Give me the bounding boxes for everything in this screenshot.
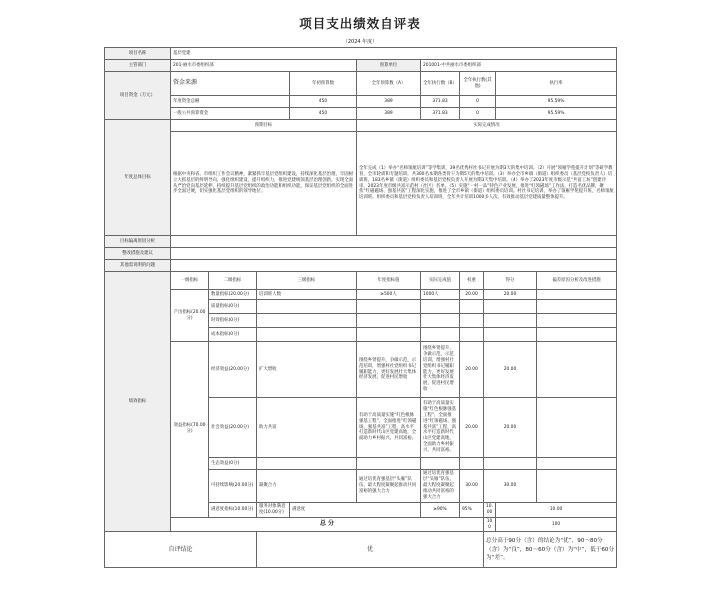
- label-annual-budget: 年初预算数: [290, 72, 357, 96]
- label-score: 得分: [484, 272, 537, 290]
- funds-other: 0: [460, 108, 496, 120]
- reason-cell: [537, 470, 617, 503]
- label-project-name: 项目名称: [105, 48, 171, 60]
- label-other-exec: 全年执行数(其他): [460, 72, 496, 96]
- label-level3: 三级指标: [257, 272, 357, 290]
- total-weight: 100: [484, 517, 496, 532]
- l1-effect: 效益指标(70.00分): [171, 342, 209, 518]
- label-total: 总 分: [171, 517, 484, 532]
- score-cell: 20.00: [484, 342, 537, 398]
- l2-cell: 时效指标(0分): [209, 314, 257, 328]
- label-dept: 主管部门: [105, 60, 171, 72]
- funds-full: 389: [357, 108, 421, 120]
- target-cell: ≥90%: [421, 502, 460, 517]
- l2-cell: 数量指标(20.00分): [209, 290, 257, 300]
- label-reason: 偏差原因分析及改进措施: [537, 272, 617, 290]
- score-cell: 30.00: [484, 470, 537, 503]
- l3-cell: 培训班人数: [257, 290, 357, 300]
- impl-unit-value: 201001-中共丽水市委组织部: [421, 60, 617, 72]
- label-funds: 项目资金（万元）: [105, 72, 171, 120]
- funds-exec: 371.83: [421, 96, 460, 108]
- label-impl-unit: 预算单位: [357, 60, 421, 72]
- label-goal-section: 年度总体目标: [105, 120, 171, 236]
- weight-cell: 20.00: [460, 342, 484, 398]
- label-weight: 权重: [460, 272, 484, 290]
- weight-cell: 30.00: [460, 470, 484, 503]
- reason-cell: [537, 290, 617, 300]
- weight-cell: 10.00: [484, 502, 496, 517]
- label-expected: 预期目标: [171, 120, 357, 132]
- actual-cell: 通过培优育强基层“头雁”队伍，最大程度凝聚起推动共同富裕的强大合力: [421, 470, 460, 503]
- l3-cell: 凝聚合力: [257, 470, 357, 503]
- score-cell: 10.00: [496, 502, 617, 517]
- label-other: 其他需说明的问题: [105, 260, 171, 272]
- conclusion-value: 优: [257, 532, 484, 568]
- funds-source: 一般公共预算资金: [171, 108, 290, 120]
- l3-cell: 扩大增收: [257, 342, 357, 398]
- funds-row: [105, 96, 617, 108]
- l3-cell: 满意度: [290, 502, 421, 517]
- label-full-budget: 全年预算数（A）: [357, 72, 421, 96]
- rectify-value: [171, 248, 617, 260]
- reason-cell: [537, 398, 617, 458]
- target-cell: ≥500人: [357, 290, 421, 300]
- actual-cell: 围绕乡贤提升，争做示范，示范培训，增强村社党组织书记履职能力，更好发展壮大集体经济发展，促进村民增收: [421, 342, 460, 398]
- funds-source: 年度资金总额: [171, 96, 290, 108]
- label-level2: 二级指标: [209, 272, 257, 290]
- l2-cell: 成本指标(0分): [209, 328, 257, 342]
- label-actual: 实际完成情况: [357, 120, 617, 132]
- report-year: （2024 年度）: [342, 39, 378, 45]
- self-evaluation-table: [104, 47, 617, 568]
- target-cell: 通过培优育强基层“头雁”队伍，最大程度凝聚起推动共同富裕的强大合力: [357, 470, 421, 503]
- dept-value: 201-丽水市委组织部: [171, 60, 357, 72]
- label-source: 资金来源: [171, 72, 290, 96]
- l2-cell: 社会效益(20.00分): [209, 398, 257, 458]
- funds-row: [105, 108, 617, 120]
- l2-cell: 可持续影响(20.00分): [209, 470, 257, 503]
- table-row: [105, 290, 617, 300]
- funds-rate: 95.59%: [496, 108, 617, 120]
- label-full-exec: 全年执行数（B）: [421, 72, 460, 96]
- label-deviation: 目标偏离原因分析: [105, 236, 171, 248]
- actual-cell: 95%: [460, 502, 484, 517]
- funds-annual: 450: [290, 96, 357, 108]
- expected-text: 根据中央和省、市组织工作会议精神，紧紧抓牢基层党组织建设，持续深化基层治理，牢固树立大抓基层的鲜明导向，强化组织建设，提升组织力，推进党建统领基层治理创新，实现全面从严治党向基层延伸，持续提升基层党组织的政治功能和组织功能，保证基层党组织的全面进步全面过硬，切实强化基层党组织的领导地位。: [171, 132, 357, 236]
- page-title: 项目支出绩效自评表: [299, 16, 421, 31]
- label-level1: 一级指标: [171, 272, 209, 290]
- l3-cell: 助力共富: [257, 398, 357, 458]
- l2-cell: 生态效益(0分): [209, 458, 257, 470]
- label-exec-rate: 执行率: [496, 72, 617, 96]
- label-actual-value: 实际完成值: [421, 272, 460, 290]
- other-value: [171, 260, 617, 272]
- funds-full: 389: [357, 96, 421, 108]
- label-perf: 绩效指标: [105, 272, 171, 532]
- funds-other: 0: [460, 96, 496, 108]
- weight-cell: 20.00: [460, 290, 484, 300]
- actual-text: 全年完成（1）举办“名师领航培训”等学集训，39名优秀村社书记开展为期3天的集中培训。（2）开展“领雁学苑提升计划”等研学教育，全市轮训和专题培训，共300名本期各类骨干为期5天的集中培训。（3）举办全市乡镇（街道）组织委员（基层党校负责人）培训班，183名乡镇（街道）组织委员和基层党校负责人开展为期3天集中培训。（4）举办了2023年度市级示范“共富工坊”创建评审，2023年度市级共富示范村（社区）名单。（5）实施“一村一品”特色产业发展，推进“红领磁场”工作法，打造名优品牌，聚焦“红磁磁场、强基共富”工程深化实施，推进了全市乡镇（街道）组织委员培训。村社书记培训，举办了领雁学苑提升班，名师领航培训班。组织委员和基层党校负责人培训班，全年共计培训1000多人次，有效推动基层党建质量整体提升。: [357, 132, 617, 236]
- l2-cell: 经济效益(20.00分): [209, 342, 257, 398]
- score-cell: 20.00: [484, 290, 537, 300]
- score-cell: 20.00: [484, 398, 537, 458]
- label-conclusion: 自评结论: [105, 532, 257, 568]
- table-row: [105, 342, 617, 398]
- actual-cell: 有助于高质量实施“红色根脉强基工程”，全面推进“红领磁场、强基共富”工程，高水平打造新时代山区党建高地，全面助力乡村振兴、共同富裕。: [421, 398, 460, 458]
- label-rectify: 整改措施及建议: [105, 248, 171, 260]
- project-name-value: 基层党建: [171, 48, 617, 60]
- l2-cell: 服务对象满意度(10.00分): [257, 502, 290, 517]
- reason-cell: [537, 342, 617, 398]
- conclusion-rule: 总分高于90分（含）的结论为“优”，90～80分（含）为“良”，80～60分（含）为“中”，低于60分为“差”。: [484, 532, 617, 568]
- l1-output: 产出指标(20.00分): [171, 290, 209, 342]
- funds-annual: 450: [290, 108, 357, 120]
- label-annual-value: 年度指标值: [357, 272, 421, 290]
- funds-rate: 95.59%: [496, 96, 617, 108]
- l2-cell: 质量指标(0分): [209, 300, 257, 314]
- total-score: 100: [496, 517, 617, 532]
- l1-satisfaction: 满意度指标(10.00分): [209, 502, 257, 517]
- deviation-value: [171, 236, 617, 248]
- weight-cell: 20.00: [460, 398, 484, 458]
- target-cell: 有助于高质量实施“红色根脉强基工程”，全面推进“红领磁场、强基共富”工程，高水平打造新时代山区党建高地，全面助力乡村振兴、共同富裕。: [357, 398, 421, 458]
- funds-exec: 371.83: [421, 108, 460, 120]
- actual-cell: 1000人: [421, 290, 460, 300]
- target-cell: 围绕乡贤提升，争做示范，示范培训，增强村社党组织书记履职能力，更好发展壮大集体经济发展，促进村民增收: [357, 342, 421, 398]
